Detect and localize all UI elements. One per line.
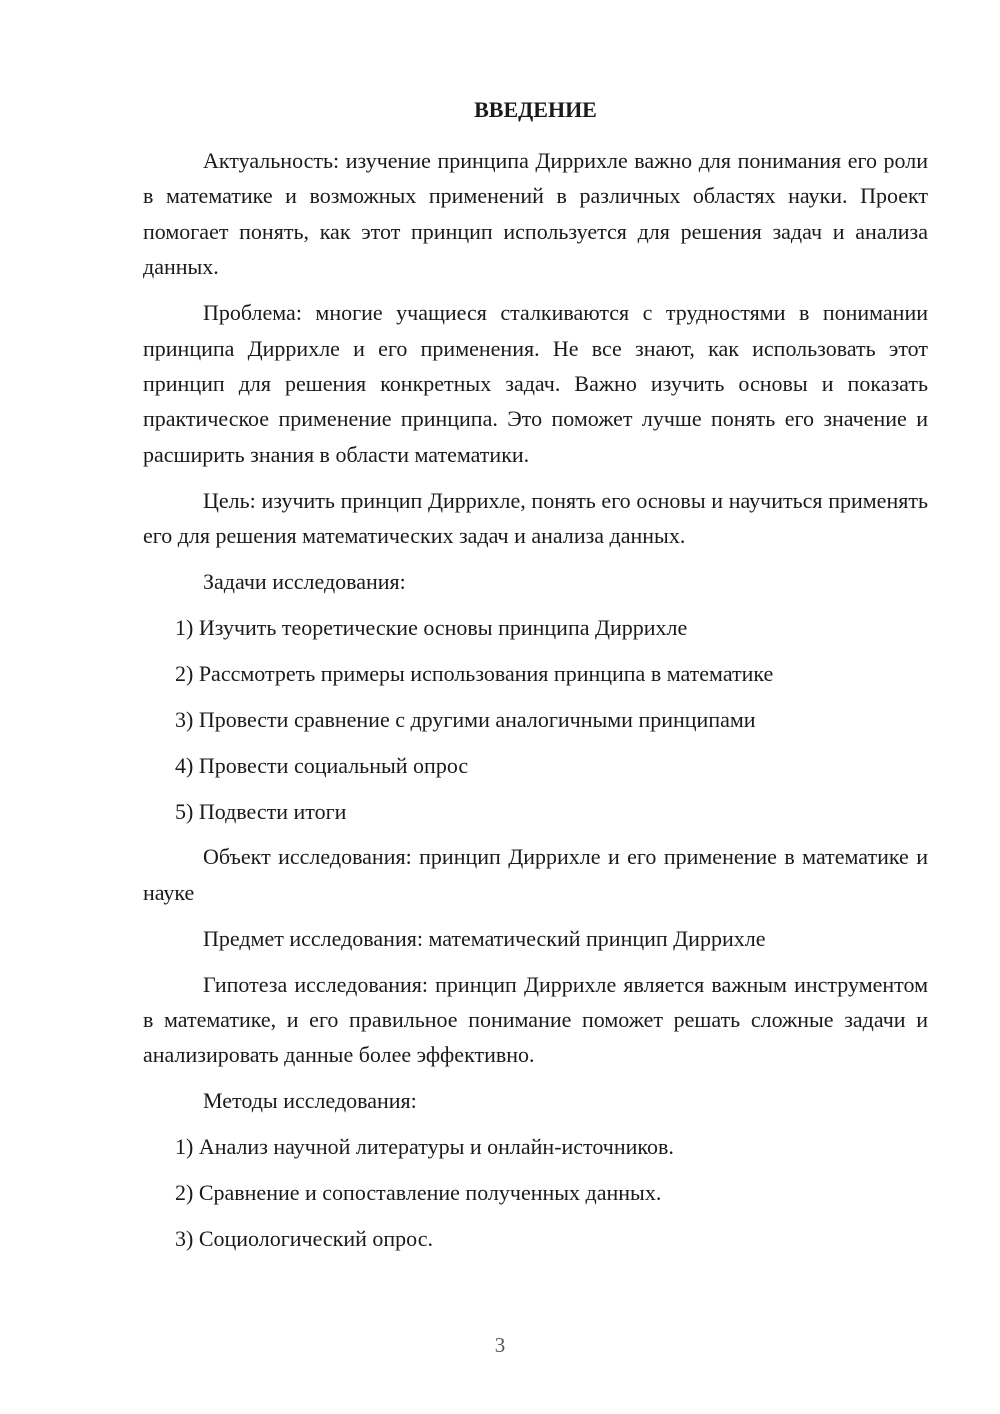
tasks-heading: Задачи исследования:: [203, 568, 406, 594]
problem-paragraph: Проблема: многие учащиеся сталкиваются с трудностями в понимании принципа Диррихле и его применения. Не все знают, как использовать этот принцип для решения конкретных задач. Важно изучить основы и показать практическое применение принципа. Это поможет лучше понять его значение и расширить знания в области математики.: [143, 300, 928, 467]
tasks-list: [143, 610, 928, 829]
list-item: 1) Изучить теоретические основы принципа Диррихле: [175, 614, 688, 640]
relevance-paragraph: Актуальность: изучение принципа Диррихле важно для понимания его роли в математике и возможных применений в различных областях науки. Проект помогает понять, как этот принцип используется для решения задач и анализа данных.: [143, 148, 928, 280]
list-item: 3) Социологический опрос.: [175, 1226, 433, 1252]
list-item: 2) Рассмотреть примеры использования принципа в математике: [175, 660, 774, 686]
list-item: 2) Сравнение и сопоставление полученных данных.: [175, 1180, 662, 1206]
methods-heading: Методы исследования:: [203, 1088, 417, 1114]
list-item: 1) Анализ научной литературы и онлайн-источников.: [175, 1134, 674, 1160]
page-number: 3: [494, 1333, 506, 1357]
hypothesis-paragraph: Гипотеза исследования: принцип Диррихле является важным инструментом в математике, и его правильное понимание поможет решать сложные задачи и анализировать данные более эффективно.: [143, 971, 928, 1068]
object-paragraph: Объект исследования: принцип Диррихле и его применение в математике и науке: [143, 844, 928, 905]
methods-list: [143, 1129, 928, 1256]
document-page: [143, 92, 928, 1267]
list-item: 5) Подвести итоги: [175, 798, 347, 824]
goal-paragraph: Цель: изучить принцип Диррихле, понять его основы и научиться применять его для решения математических задач и анализа данных.: [143, 487, 928, 549]
list-item: 3) Провести сравнение с другими аналогичными принципами: [175, 706, 756, 732]
list-item: 4) Провести социальный опрос: [175, 752, 469, 778]
section-title: ВВЕДЕНИЕ: [474, 97, 597, 122]
subject-paragraph: Предмет исследования: математический принцип Диррихле: [203, 925, 766, 951]
